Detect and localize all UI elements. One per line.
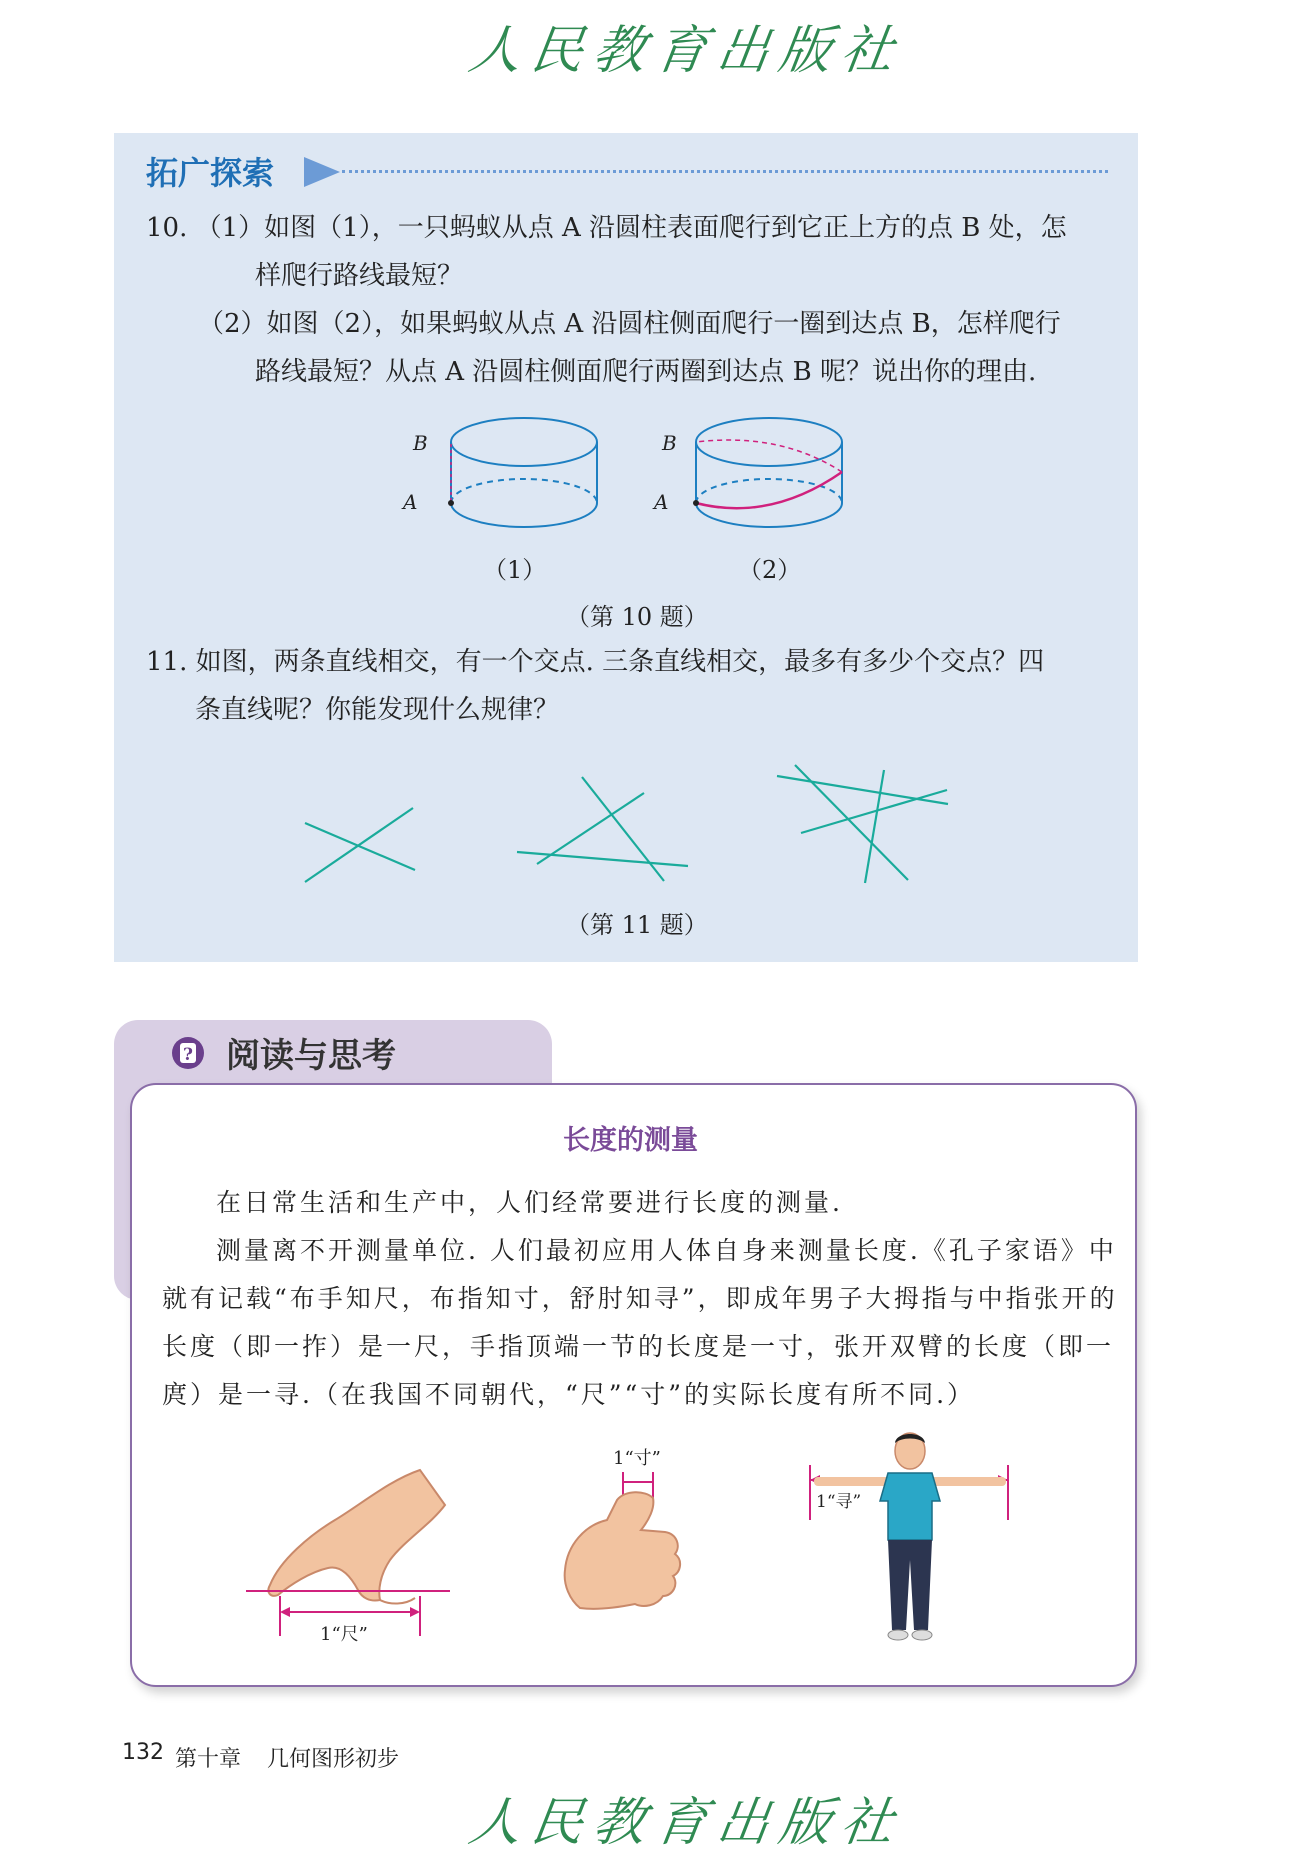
q10-caption: （第 10 题）	[566, 603, 708, 631]
explore-heading: 拓广探索	[146, 154, 275, 192]
line-3c	[582, 777, 664, 881]
cylinder-1-bottom-front	[451, 503, 597, 527]
article-title: 长度的测量	[563, 1125, 698, 1156]
fig1-caption: （1）	[483, 556, 547, 584]
cylinder-2-top	[696, 418, 842, 466]
thumb-illustration	[545, 1440, 695, 1630]
cylinder-figure-2	[650, 410, 870, 550]
heading-arrow-icon	[304, 157, 340, 187]
line-4a	[777, 776, 948, 804]
line-4d	[865, 770, 884, 883]
line-2b	[305, 808, 413, 882]
span-arrow-right	[410, 1607, 420, 1617]
four-lines-group	[777, 765, 948, 883]
q10-line-3: （2）如图（2），如果蚂蚁从点 A 沿圆柱侧面爬行一圈到达点 B，怎样爬行	[198, 309, 1061, 339]
q10-line-1: 10. （1）如图（1），一只蚂蚁从点 A 沿圆柱表面爬行到它正上方的点 B 处，怎	[146, 213, 1067, 243]
reading-section-title: 阅读与思考	[226, 1036, 396, 1076]
heading-dotted-rule	[342, 170, 1108, 173]
q11-caption: （第 11 题）	[566, 911, 708, 939]
q11-line-2: 条直线呢？你能发现什么规律？	[195, 695, 560, 725]
hand-middle-finger	[380, 1598, 415, 1604]
cylinder-figure-1	[395, 410, 615, 550]
fig2-label-a: A	[654, 490, 669, 514]
person-right-shoe	[912, 1630, 932, 1640]
q11-line-1: 11. 如图，两条直线相交，有一个交点. 三条直线相交，最多有多少个交点？四	[146, 647, 1045, 677]
q10-line-4: 路线最短？从点 A 沿圆柱侧面爬行两圈到达点 B 呢？说出你的理由.	[255, 357, 1037, 387]
fig2-caption: （2）	[738, 556, 802, 584]
three-lines-group	[517, 777, 688, 881]
fig1-point-a	[448, 500, 454, 506]
two-lines-group	[305, 808, 415, 882]
line-3b	[537, 793, 644, 864]
arm-span-illustration	[800, 1425, 1015, 1665]
span-arrow-left	[280, 1607, 290, 1617]
cylinder-2-bottom-back	[696, 479, 842, 503]
publisher-logo-bottom: 人民教育出版社	[465, 1793, 908, 1853]
page-number: 132	[122, 1740, 164, 1765]
publisher-logo-top: 人民教育出版社	[465, 21, 908, 81]
reading-p2-line-4: 庹）是一寻.（在我国不同朝代，“尺”“寸”的实际长度有所不同.）	[162, 1380, 976, 1409]
cylinder-1-bottom-back	[451, 479, 597, 503]
person-shirt	[880, 1473, 940, 1540]
cylinder-2-front-path	[696, 472, 842, 508]
reading-question-icon	[171, 1036, 205, 1070]
fig2-point-a	[693, 500, 699, 506]
fist-shape	[565, 1492, 680, 1609]
person-left-shoe	[888, 1630, 908, 1640]
q10-line-2: 样爬行路线最短？	[255, 261, 464, 291]
hand-span-illustration	[240, 1450, 460, 1650]
reading-p2-line-3: 长度（即一拃）是一尺，手指顶端一节的长度是一寸，张开双臂的长度（即一	[162, 1332, 1115, 1361]
cylinder-2-back-path	[696, 440, 842, 472]
label-cun: 1“寸”	[613, 1448, 661, 1469]
label-xun: 1“寻”	[816, 1492, 862, 1512]
hand-span-shape	[268, 1470, 445, 1601]
line-2a	[305, 823, 415, 870]
reading-p2-line-2: 就有记载“布手知尺，布指知寸，舒肘知寻”，即成年男子大拇指与中指张开的	[162, 1284, 1118, 1313]
person-trousers	[888, 1540, 932, 1630]
reading-p2-line-1: 测量离不开测量单位. 人们最初应用人体自身来测量长度.《孔子家语》中	[216, 1236, 1117, 1265]
intersecting-lines-figure	[280, 760, 980, 910]
line-4c	[795, 765, 908, 880]
fig1-label-a: A	[403, 490, 418, 514]
fig2-label-b: B	[662, 431, 677, 455]
fig1-label-b: B	[413, 431, 428, 455]
label-chi: 1“尺”	[320, 1624, 368, 1645]
reading-paragraph-1: 在日常生活和生产中，人们经常要进行长度的测量.	[216, 1188, 843, 1217]
cylinder-1-top	[451, 418, 597, 466]
footer-chapter: 第十章	[175, 1747, 242, 1772]
footer-section: 几何图形初步	[267, 1747, 400, 1772]
svg-text:?: ?	[183, 1045, 193, 1065]
